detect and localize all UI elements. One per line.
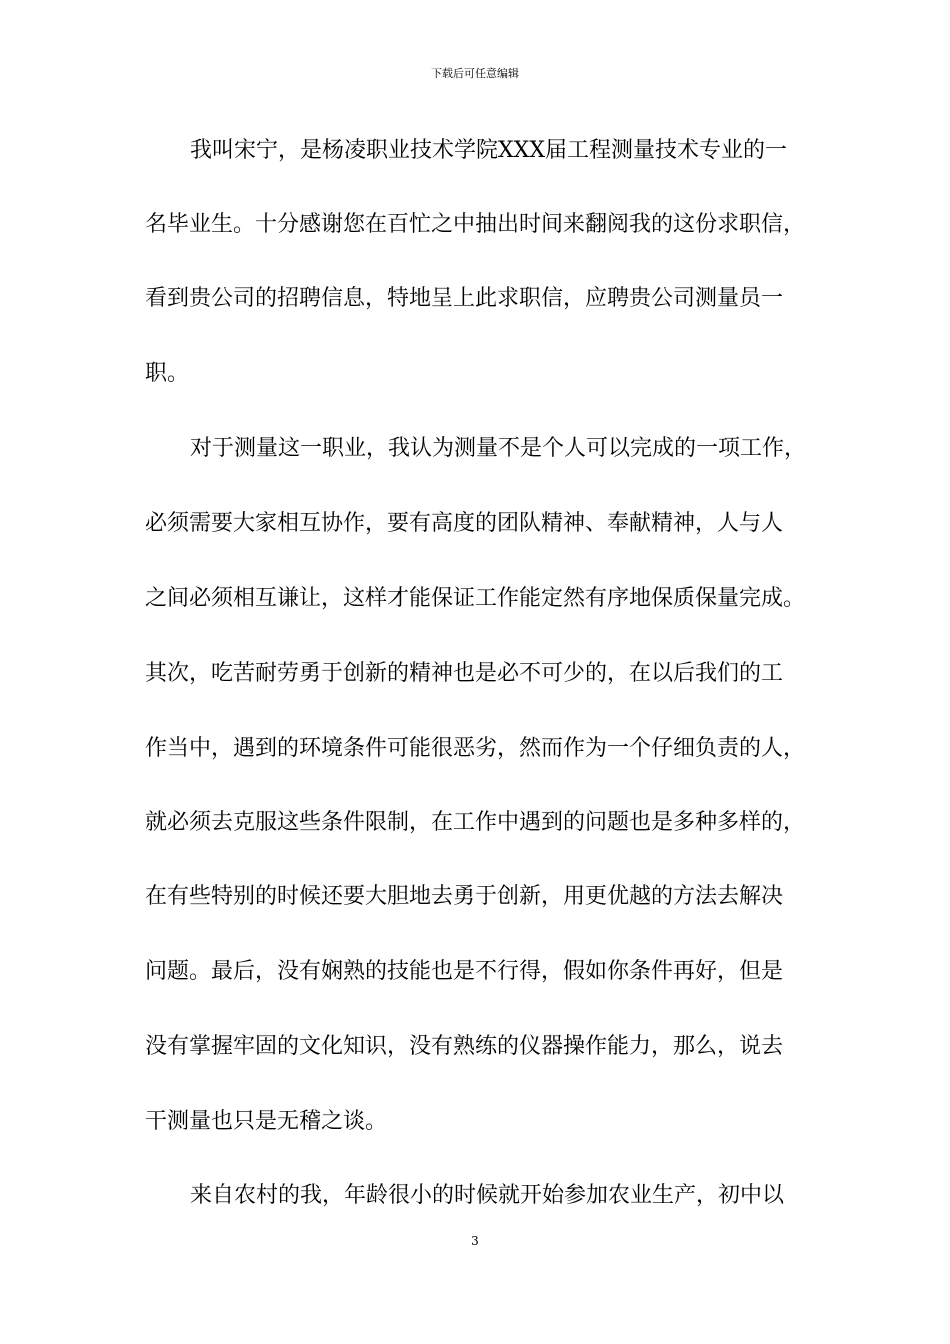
paragraph-line: 看到贵公司的招聘信息，特地呈上此求职信，应聘贵公司测量员一	[145, 286, 784, 311]
page-number: 3	[471, 1234, 479, 1248]
paragraph-line: 没有掌握牢固的文化知识，没有熟练的仪器操作能力，那么，说去	[145, 1034, 784, 1059]
paragraph-line: 在有些特别的时候还要大胆地去勇于创新，用更优越的方法去解决	[145, 884, 784, 909]
paragraph-line: 之间必须相互谦让，这样才能保证工作能定然有序地保质保量完成。	[145, 586, 806, 611]
paragraph-line: 干测量也只是无稽之谈。	[145, 1109, 388, 1134]
paragraph-line: 对于测量这一职业，我认为测量不是个人可以完成的一项工作，	[190, 436, 807, 461]
paragraph-line: 名毕业生。十分感谢您在百忙之中抽出时间来翻阅我的这份求职信，	[145, 212, 806, 237]
paragraph-line: 问题。最后，没有娴熟的技能也是不行得，假如你条件再好，但是	[145, 959, 784, 984]
paragraph-line: 就必须去克服这些条件限制，在工作中遇到的问题也是多种多样的，	[145, 810, 806, 835]
paragraph-line: 其次，吃苦耐劳勇于创新的精神也是必不可少的，在以后我们的工	[145, 661, 784, 686]
paragraph-line: 作当中，遇到的环境条件可能很恶劣，然而作为一个仔细负责的人，	[145, 736, 806, 761]
paragraph-line: 来自农村的我，年龄很小的时候就开始参加农业生产，初中以	[190, 1183, 785, 1208]
paragraph-line: 职。	[145, 361, 190, 386]
page-header: 下载后可任意编辑	[431, 67, 519, 80]
paragraph-line: 必须需要大家相互协作，要有高度的团队精神、奉献精神，人与人	[145, 511, 784, 536]
paragraph-line: 我叫宋宁，是杨凌职业技术学院XXX届工程测量技术专业的一	[190, 138, 787, 163]
